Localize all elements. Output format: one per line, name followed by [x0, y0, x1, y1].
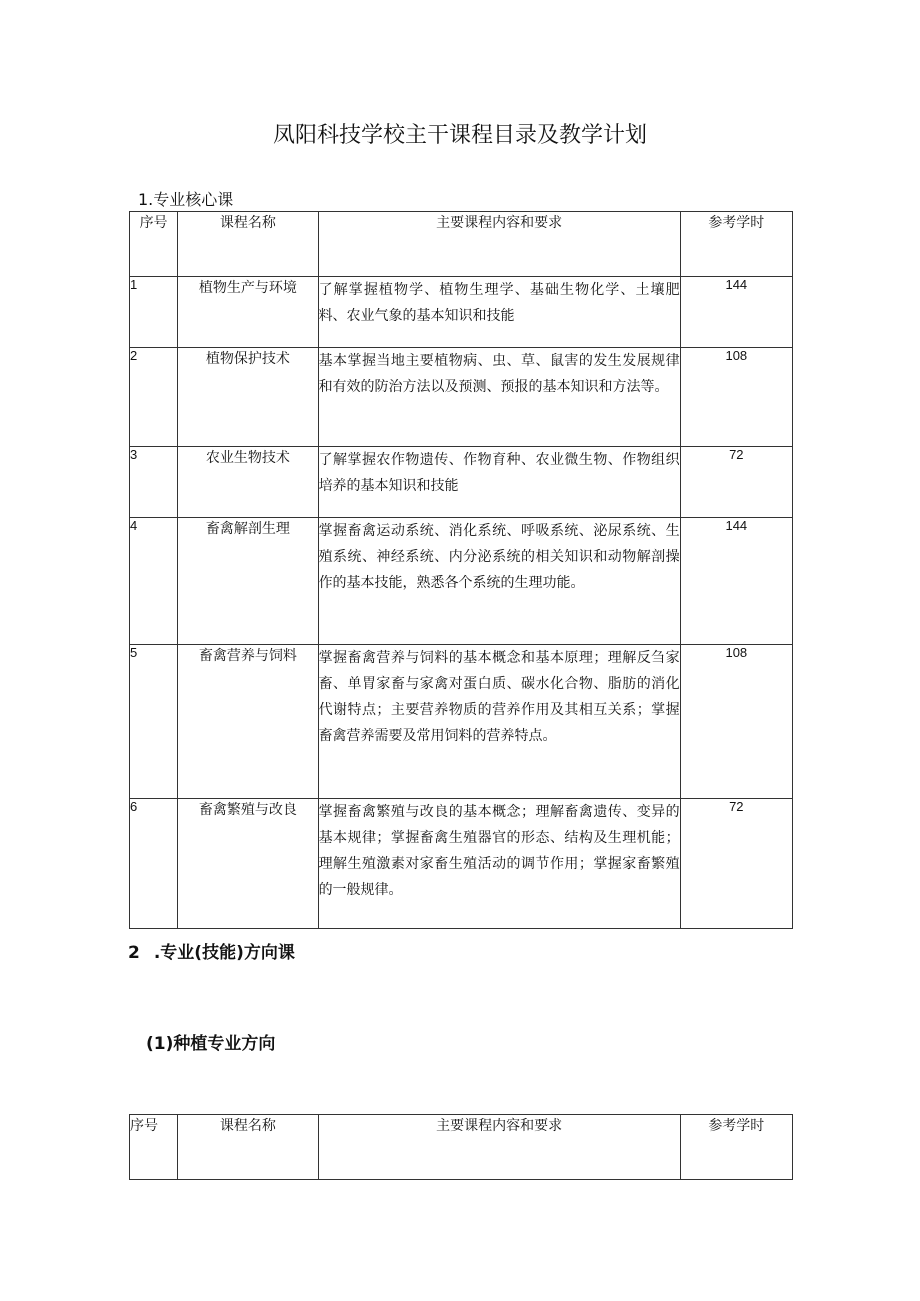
row-course-name: 畜禽繁殖与改良 [178, 799, 318, 929]
row-content: 了解掌握植物学、植物生理学、基础生物化学、土壤肥料、农业气象的基本知识和技能 [318, 277, 680, 348]
planting-courses-table [129, 1114, 793, 1180]
row-hours: 144 [680, 277, 792, 348]
section-heading-core-courses: 1.专业核心课 [138, 190, 234, 209]
row-seq: 1 [130, 277, 178, 348]
section-number: 2 [128, 943, 140, 963]
row-seq: 5 [130, 645, 178, 799]
row-hours: 108 [680, 348, 792, 447]
row-course-name: 农业生物技术 [178, 447, 318, 518]
table-header-row [130, 212, 793, 277]
section-heading-planting-direction: (1)种植专业方向 [146, 1034, 276, 1054]
row-seq: 3 [130, 447, 178, 518]
header-course-name: 课程名称 [178, 212, 318, 277]
header-hours: 参考学时 [680, 212, 792, 277]
table-row [130, 447, 793, 518]
section-heading-text: .专业(技能)方向课 [153, 943, 295, 963]
row-course-name: 植物生产与环境 [178, 277, 318, 348]
header-content: 主要课程内容和要求 [318, 212, 680, 277]
section-heading-direction-courses [128, 938, 295, 963]
row-hours: 108 [680, 645, 792, 799]
row-hours: 72 [680, 447, 792, 518]
core-courses-table [129, 211, 793, 929]
header-seq: 序号 [130, 212, 178, 277]
table-row [130, 277, 793, 348]
header-content: 主要课程内容和要求 [318, 1115, 680, 1180]
table-header-row [130, 1115, 793, 1180]
row-content: 基本掌握当地主要植物病、虫、草、鼠害的发生发展规律和有效的防治方法以及预测、预报的基本知识和方法等。 [318, 348, 680, 447]
row-content: 掌握畜禽繁殖与改良的基本概念；理解畜禽遗传、变异的基本规律；掌握畜禽生殖器官的形态、结构及生理机能；理解生殖激素对家畜生殖活动的调节作用；掌握家畜繁殖的一般规律。 [318, 799, 680, 929]
row-seq: 6 [130, 799, 178, 929]
table-row [130, 799, 793, 929]
row-course-name: 植物保护技术 [178, 348, 318, 447]
row-content: 掌握畜禽营养与饲料的基本概念和基本原理；理解反刍家畜、单胃家畜与家禽对蛋白质、碳水化合物、脂肪的消化代谢特点；主要营养物质的营养作用及其相互关系；掌握畜禽营养需要及常用饲料的营养特点。 [318, 645, 680, 799]
row-hours: 144 [680, 518, 792, 645]
row-hours: 72 [680, 799, 792, 929]
header-course-name: 课程名称 [178, 1115, 318, 1180]
header-seq: 序号 [130, 1115, 178, 1180]
table-row [130, 348, 793, 447]
row-content: 掌握畜禽运动系统、消化系统、呼吸系统、泌尿系统、生殖系统、神经系统、内分泌系统的相关知识和动物解剖操作的基本技能，熟悉各个系统的生理功能。 [318, 518, 680, 645]
row-course-name: 畜禽营养与饲料 [178, 645, 318, 799]
header-hours: 参考学时 [680, 1115, 792, 1180]
table-row [130, 645, 793, 799]
document-title: 凤阳科技学校主干课程目录及教学计划 [272, 123, 647, 148]
row-content: 了解掌握农作物遗传、作物育种、农业微生物、作物组织培养的基本知识和技能 [318, 447, 680, 518]
row-seq: 4 [130, 518, 178, 645]
row-seq: 2 [130, 348, 178, 447]
row-course-name: 畜禽解剖生理 [178, 518, 318, 645]
table-row [130, 518, 793, 645]
